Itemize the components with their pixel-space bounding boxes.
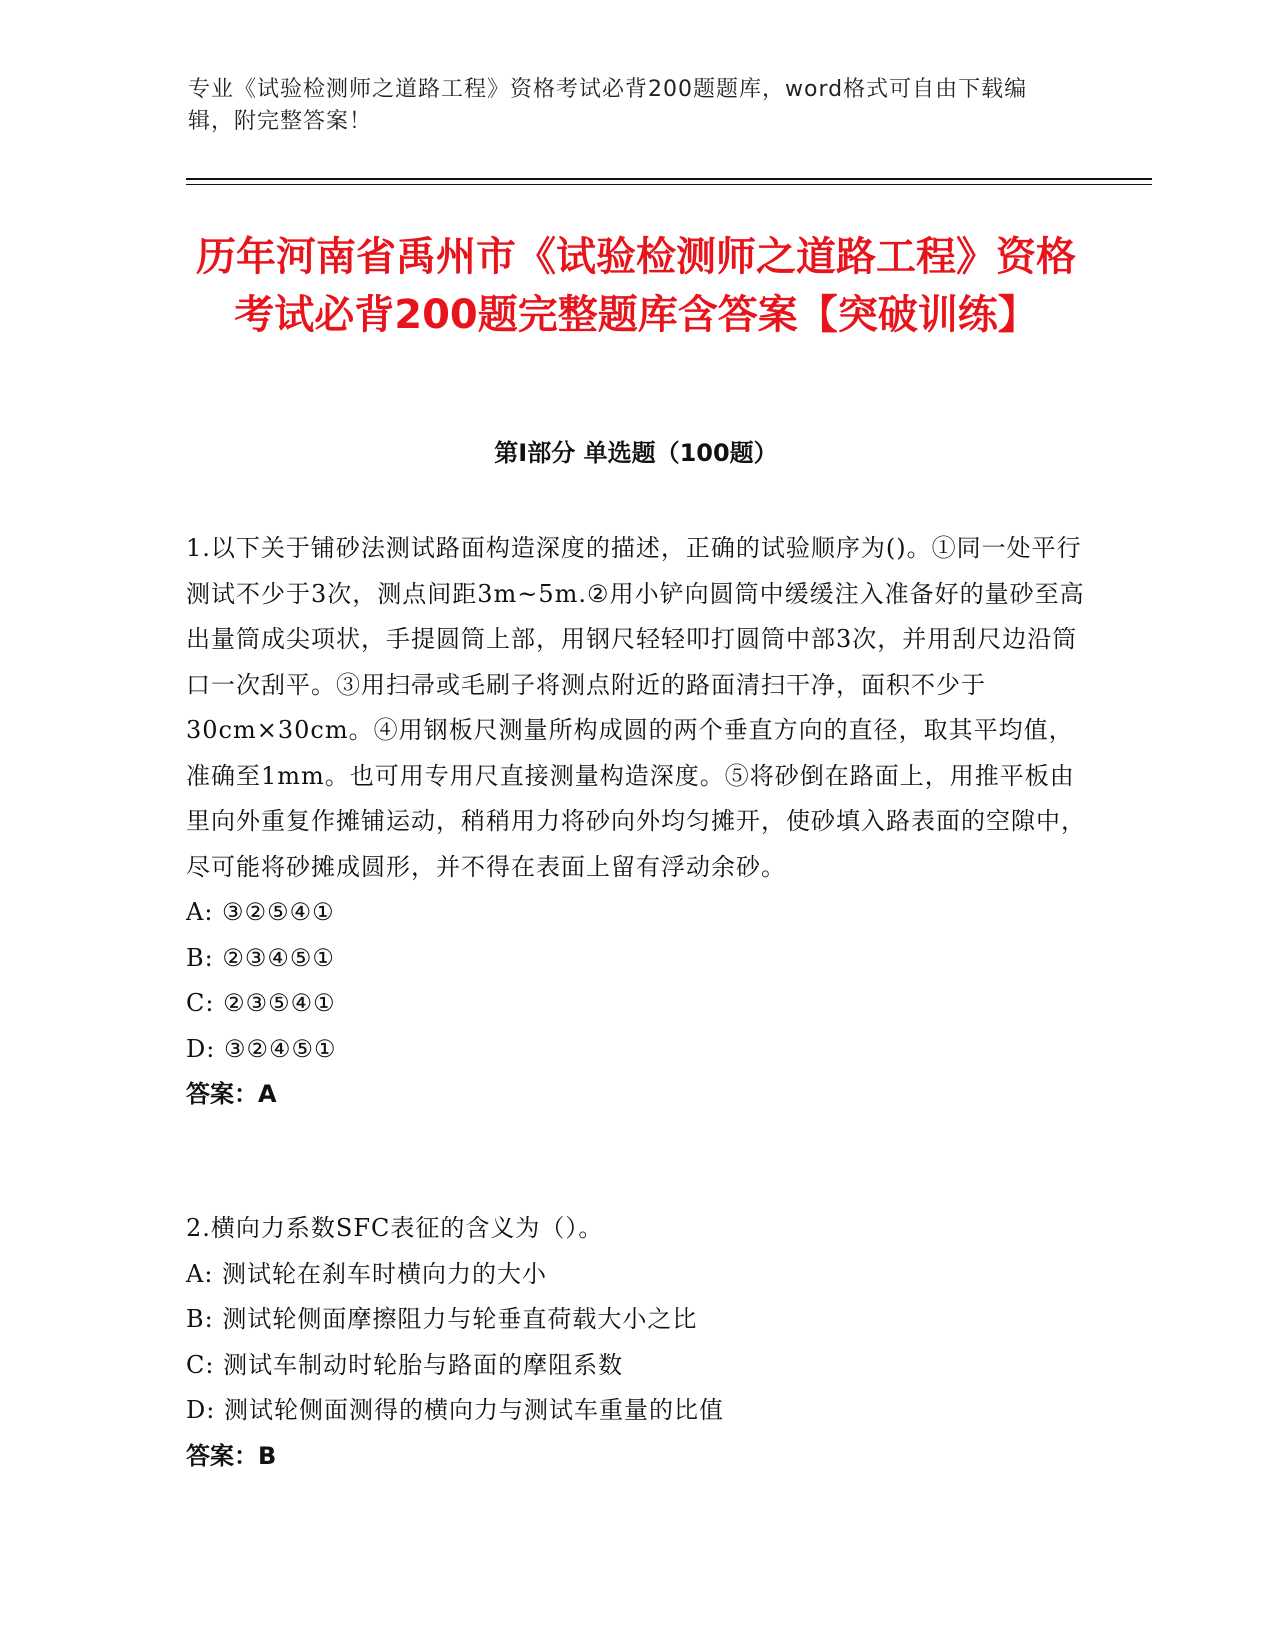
option-d: D: ③②④⑤① — [186, 1034, 337, 1063]
section-title: 第Ⅰ部分 单选题（100题） — [494, 439, 778, 467]
option-a: A: ③②⑤④① — [186, 898, 335, 926]
option-c: C: ②③⑤④① — [186, 989, 336, 1017]
option-b: B: ②③④⑤① — [186, 943, 335, 972]
option-c: C: 测试车制动时轮胎与路面的摩阻系数 — [186, 1350, 624, 1379]
answer-line: 答案：B — [186, 1441, 277, 1470]
option-a: A: 测试轮在刹车时横向力的大小 — [186, 1259, 548, 1288]
document-title: 历年河南省禹州市《试验检测师之道路工程》资格考试必背200题完整题库含答案【突破训练】 — [196, 234, 1076, 338]
option-b: B: 测试轮侧面摩擦阻力与轮垂直荷载大小之比 — [186, 1305, 698, 1333]
answer-line: 答案：A — [186, 1080, 277, 1108]
header-divider-thin — [186, 184, 1152, 185]
question-stem: 2.横向力系数SFC表征的含义为（）。 — [186, 1214, 604, 1242]
question-2 — [186, 1206, 1086, 1479]
header-divider-thick — [186, 178, 1152, 180]
header-note: 专业《试验检测师之道路工程》资格考试必背200题题库，word格式可自由下载编辑，附完整答案！ — [188, 77, 1028, 134]
question-stem: 1.以下关于铺砂法测试路面构造深度的描述，正确的试验顺序为()。①同一处平行测试不少于3次，测点间距3m~5m.②用小铲向圆筒中缓缓注入准备好的量砂至高出量筒成尖项状，手提圆筒上部，用钢尺轻轻叩打圆筒中部3次，并用刮尺边沿筒口一次刮平。③用扫帚或毛刷子将测点附近的路面清扫干净，面积不少于30cm×30cm。④用钢板尺测量所构成圆的两个垂直方向的直径，取其平均值，准确至1mm。也可用专用尺直接测量构造深度。⑤将砂倒在路面上，用推平板由里向外重复作摊铺运动，稍稍用力将砂向外均匀摊开，使砂填入路表面的空隙中，尽可能将砂摊成圆形，并不得在表面上留有浮动余砂。 — [186, 534, 1086, 881]
option-d: D: 测试轮侧面测得的横向力与测试车重量的比值 — [186, 1396, 724, 1424]
question-1 — [186, 526, 1086, 1118]
